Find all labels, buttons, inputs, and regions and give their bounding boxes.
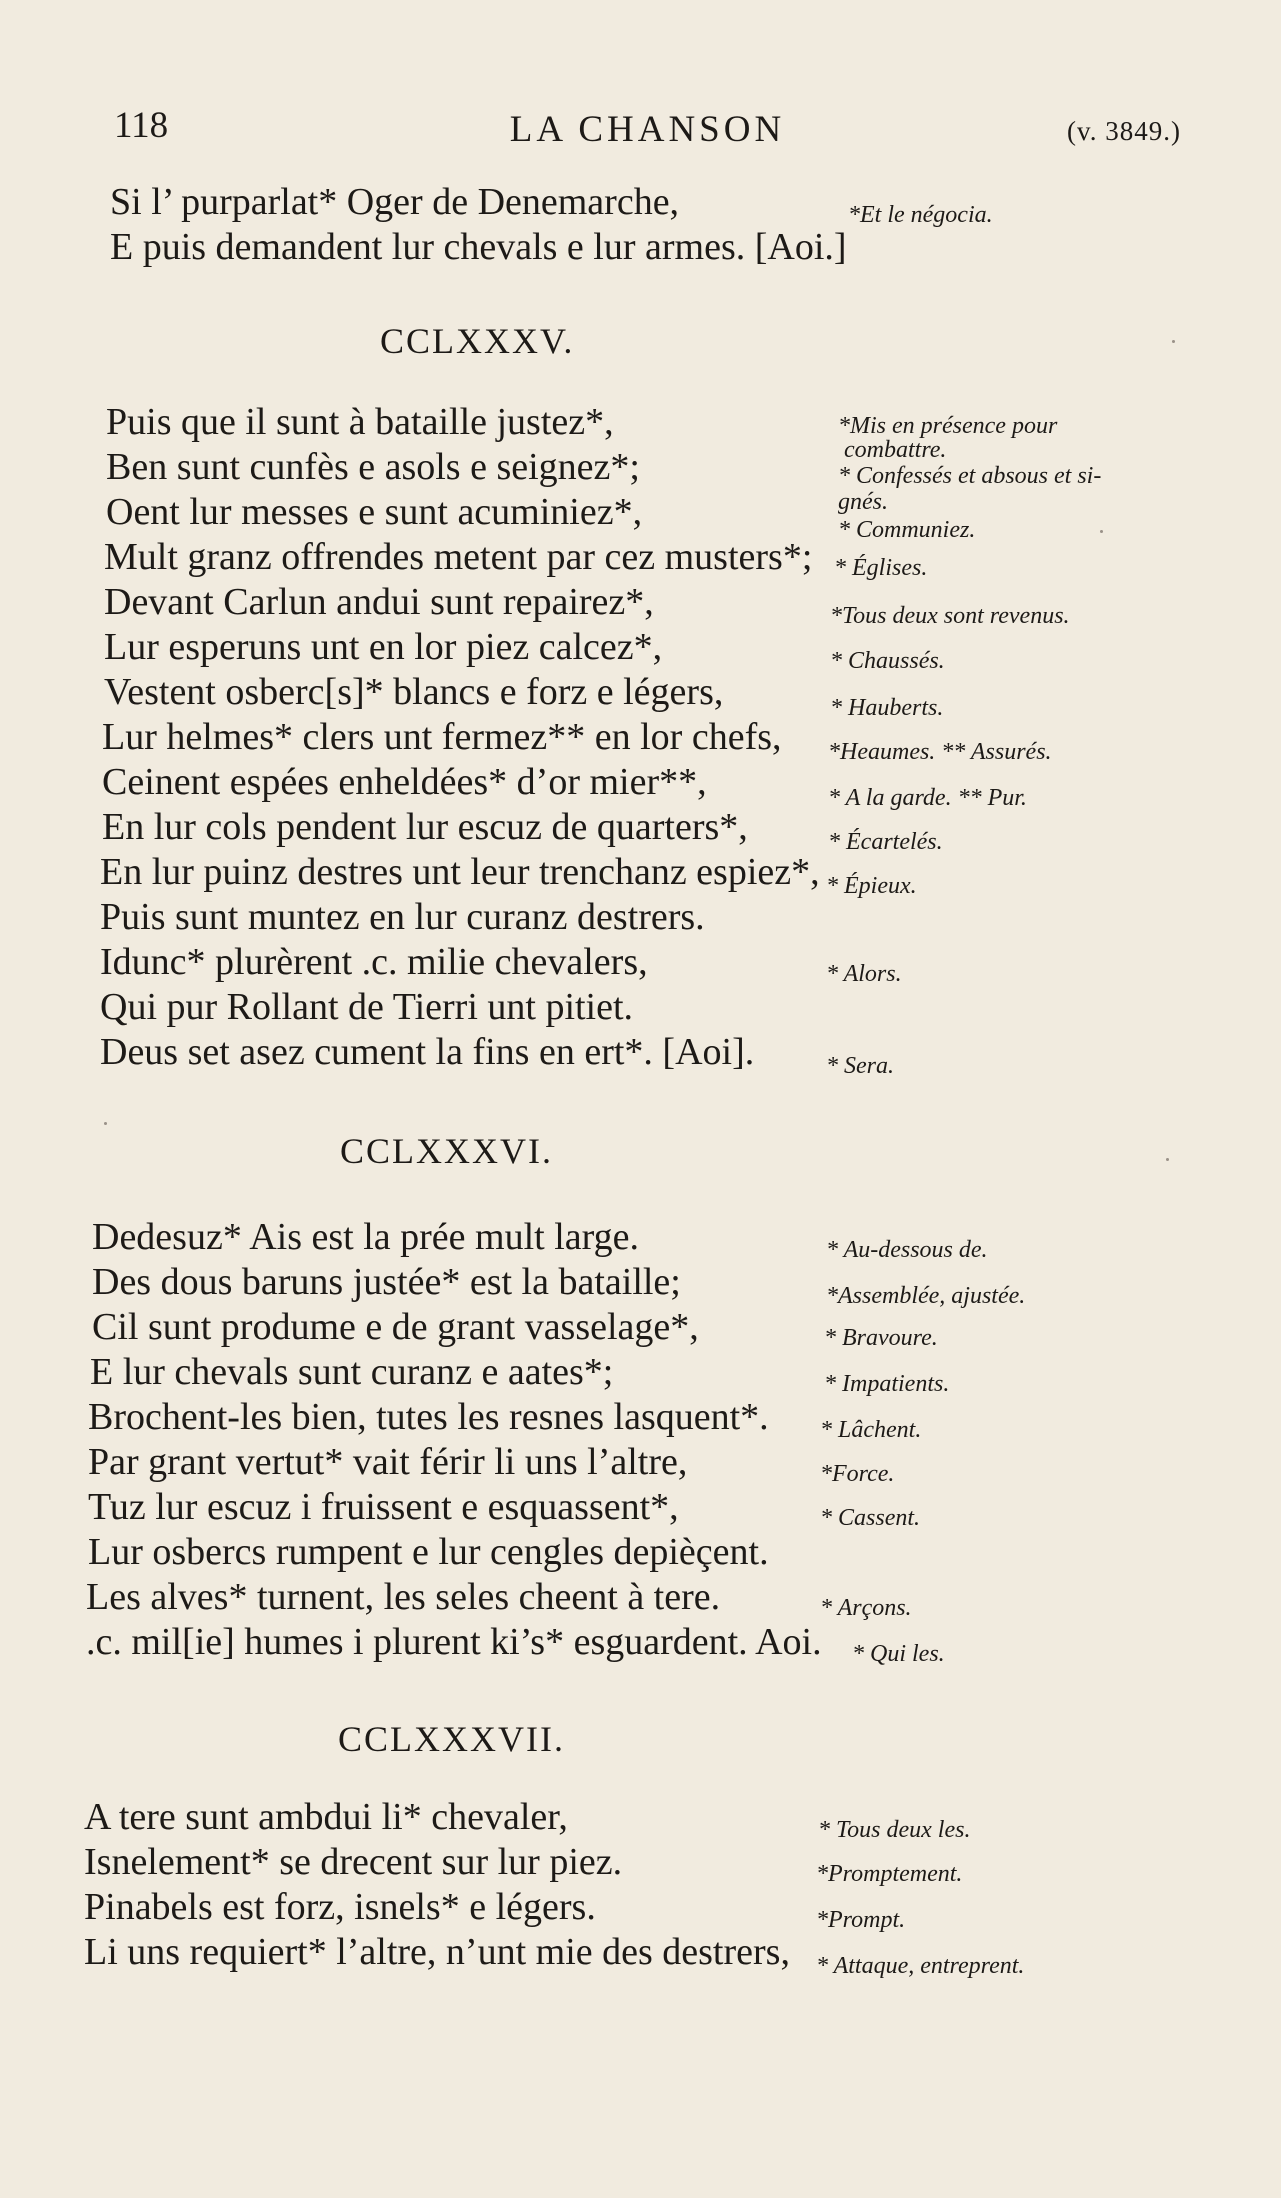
- paper-speck: [104, 1122, 107, 1125]
- gloss-note: * Cassent.: [820, 1505, 921, 1531]
- stanza-heading: CCLXXXV.: [380, 321, 575, 361]
- verse-text: Li uns requiert* l’altre, n’unt mie des destrers,: [84, 1931, 790, 1973]
- gloss-note: *Et le négocia.: [848, 202, 993, 228]
- gloss-note: *Mis en présence pour: [838, 413, 1058, 439]
- gloss-note: *Promptement.: [816, 1861, 963, 1887]
- gloss-note: *Tous deux sont revenus.: [830, 603, 1070, 629]
- verse-text: Cil sunt produme e de grant vasselage*,: [92, 1306, 699, 1348]
- verse-text: Idunc* plurèrent .c. milie chevalers,: [100, 941, 648, 983]
- verse-text: Par grant vertut* vait férir li uns l’altre,: [88, 1441, 688, 1483]
- verse-text: Ceinent espées enheldées* d’or mier**,: [102, 761, 707, 803]
- verse-text: Brochent-les bien, tutes les resnes lasquent*.: [88, 1396, 769, 1438]
- verse-text: Lur esperuns unt en lor piez calcez*,: [104, 626, 663, 668]
- verse-text: Mult granz offrendes metent par cez musters*;: [104, 536, 813, 578]
- verse-text: E puis demandent lur chevals e lur armes. [Aoi.]: [110, 226, 847, 268]
- verse-text: Lur osbercs rumpent e lur cengles depièçent.: [88, 1531, 769, 1573]
- verse-text: Qui pur Rollant de Tierri unt pitiet.: [100, 986, 634, 1028]
- verse-text: Tuz lur escuz i fruissent e esquassent*,: [88, 1486, 679, 1528]
- gloss-note: *Assemblée, ajustée.: [826, 1283, 1026, 1309]
- verse-text: En lur puinz destres unt leur trenchanz espiez*,: [100, 851, 820, 893]
- verse-text: A tere sunt ambdui li* chevaler,: [84, 1796, 568, 1838]
- verse-text: Des dous baruns justée* est la bataille;: [92, 1261, 681, 1303]
- paper-speck: [1172, 340, 1175, 343]
- gloss-note: * Confessés et absous et si-: [838, 463, 1102, 489]
- paper-speck: [1100, 530, 1103, 533]
- gloss-note: * Tous deux les.: [818, 1817, 971, 1843]
- paper-speck: [1166, 1158, 1169, 1161]
- gloss-note: * Attaque, entreprent.: [816, 1953, 1025, 1979]
- verse-text: Puis sunt muntez en lur curanz destrers.: [100, 896, 705, 938]
- verse-reference: (v. 3849.): [1067, 116, 1181, 146]
- stanza-heading: CCLXXXVII.: [338, 1719, 565, 1759]
- gloss-note: *Force.: [820, 1461, 895, 1487]
- gloss-note: * Qui les.: [852, 1641, 945, 1667]
- gloss-note: *Prompt.: [816, 1907, 906, 1933]
- verse-text: Lur helmes* clers unt fermez** en lor chefs,: [102, 716, 782, 758]
- gloss-note: * Bravoure.: [824, 1325, 938, 1351]
- verse-text: Devant Carlun andui sunt repairez*,: [104, 581, 654, 623]
- gloss-note: *Heaumes. ** Assurés.: [828, 739, 1052, 765]
- gloss-note: * Hauberts.: [830, 695, 944, 721]
- verse-text: .c. mil[ie] humes i plurent ki’s* esguardent. Aoi.: [86, 1621, 822, 1663]
- page-number: 118: [114, 105, 169, 146]
- gloss-note: * Impatients.: [824, 1371, 950, 1397]
- page-header: [114, 100, 1181, 160]
- verse-text: Deus set asez cument la fins en ert*. [Aoi].: [100, 1031, 755, 1073]
- gloss-note: * Sera.: [826, 1053, 894, 1079]
- gloss-note: * Églises.: [834, 555, 928, 581]
- stanza-heading: CCLXXXVI.: [340, 1131, 553, 1171]
- verse-text: Si l’ purparlat* Oger de Denemarche,: [110, 181, 680, 223]
- gloss-note: * Au-dessous de.: [826, 1237, 988, 1263]
- gloss-note: * A la garde. ** Pur.: [828, 785, 1027, 811]
- gloss-note: * Écartelés.: [828, 829, 943, 855]
- gloss-note: combattre.: [844, 437, 947, 463]
- gloss-note: * Épieux.: [826, 873, 917, 899]
- verse-text: En lur cols pendent lur escuz de quarters*,: [102, 806, 748, 848]
- running-title: LA CHANSON: [509, 109, 786, 150]
- verse-text: Isnelement* se drecent sur lur piez.: [84, 1841, 623, 1883]
- verse-text: Vestent osberc[s]* blancs e forz e légers,: [104, 671, 724, 713]
- verse-text: E lur chevals sunt curanz e aates*;: [90, 1351, 614, 1393]
- verse-line: [0, 225, 1281, 273]
- verse-text: Les alves* turnent, les seles cheent à tere.: [86, 1576, 721, 1618]
- verse-line: [0, 180, 1281, 228]
- verse-text: Dedesuz* Ais est la prée mult large.: [92, 1216, 639, 1258]
- verse-text: Oent lur messes e sunt acuminiez*,: [106, 491, 643, 533]
- verse-text: Ben sunt cunfès e asols e seignez*;: [106, 446, 640, 488]
- gloss-note: * Chaussés.: [830, 648, 945, 674]
- gloss-note: gnés.: [838, 489, 888, 515]
- verse-text: Pinabels est forz, isnels* e légers.: [84, 1886, 596, 1928]
- gloss-note: * Alors.: [826, 961, 902, 987]
- gloss-note: * Lâchent.: [820, 1417, 922, 1443]
- gloss-note: * Arçons.: [820, 1595, 912, 1621]
- gloss-note: * Communiez.: [838, 517, 976, 543]
- verse-text: Puis que il sunt à bataille justez*,: [106, 401, 614, 443]
